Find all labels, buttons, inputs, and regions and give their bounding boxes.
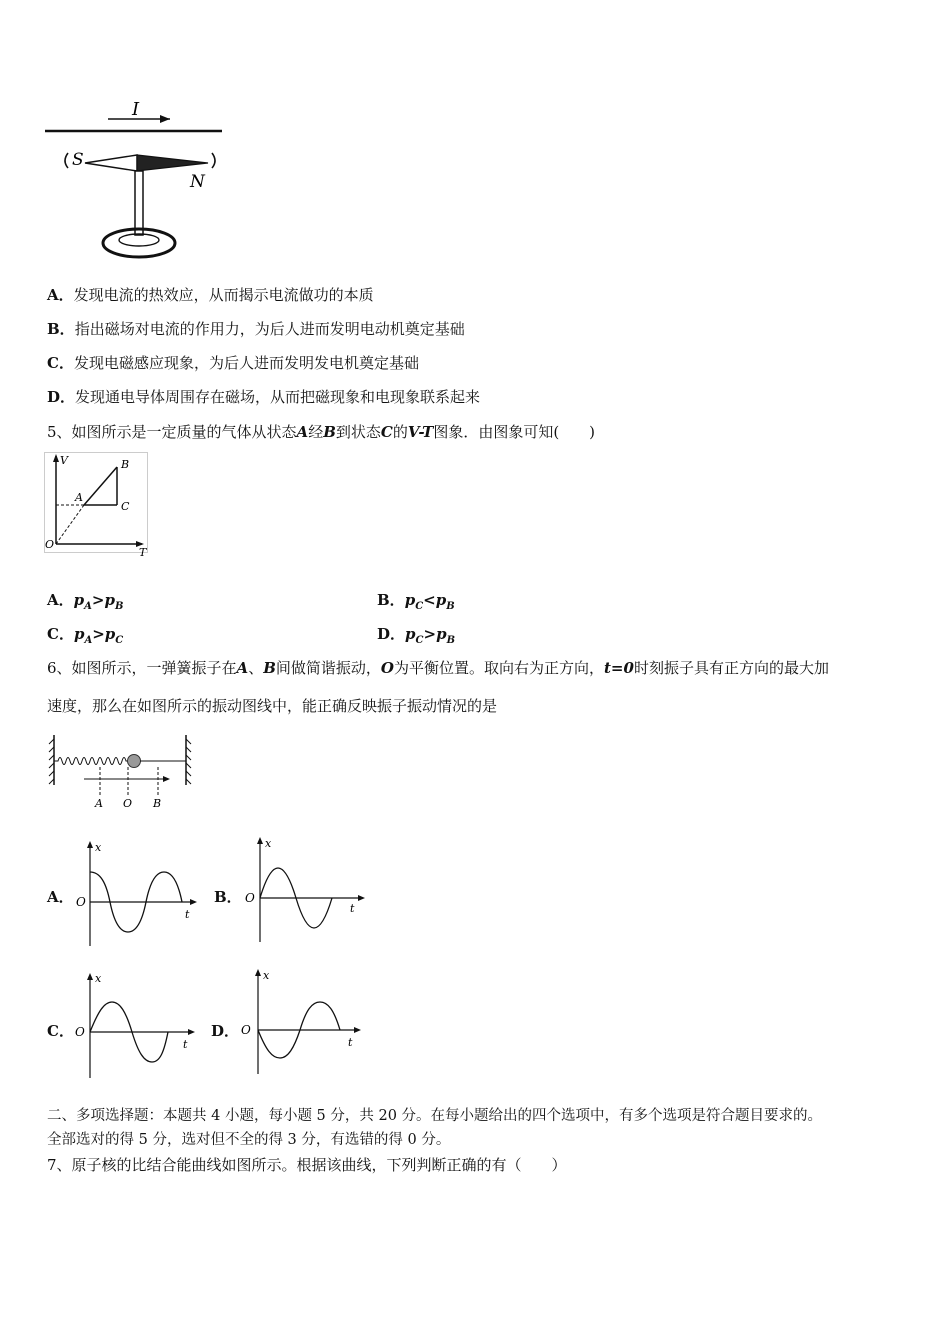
svg-text:x: x	[265, 837, 272, 850]
section2-line2: 全部选对的得 5 分，选对但不全的得 3 分，有选错的得 0 分。	[47, 1132, 451, 1148]
q5-option-b[interactable]: B．$p_C<p_B$	[377, 591, 455, 612]
spring-figure	[48, 733, 196, 811]
q6-stem-line2: 速度，那么在如图所示的振动图线中，能正确反映振子振动情况的是	[47, 697, 498, 715]
q5-option-d[interactable]: D．$p_C>p_B$	[377, 625, 456, 646]
svg-text:A: A	[75, 491, 83, 504]
current-label: I	[132, 99, 140, 120]
north-label: N	[190, 172, 205, 192]
q6-graph-d[interactable]	[238, 966, 368, 1078]
q5-option-c[interactable]: C．$p_A>p_C$	[47, 625, 124, 646]
q6-option-d-label[interactable]: D．	[211, 1022, 240, 1040]
q6-option-b-label[interactable]: B．	[214, 888, 242, 906]
q6-graph-a[interactable]	[72, 838, 202, 950]
svg-text:V: V	[60, 454, 68, 467]
q4-option-b[interactable]: B．指出磁场对电流的作用力，为后人进而发明电动机奠定基础	[47, 320, 465, 338]
q4-option-d[interactable]: D．发现通电导体周围存在磁场，从而把磁现象和电现象联系起来	[47, 388, 481, 406]
svg-text:O: O	[241, 1023, 251, 1037]
svg-text:B: B	[121, 458, 130, 471]
q6-option-c-label[interactable]: C．	[47, 1022, 74, 1040]
south-label: S	[72, 150, 84, 170]
svg-text:O: O	[123, 797, 133, 810]
svg-text:A: A	[95, 797, 103, 810]
q4-option-a[interactable]: A．发现电流的热效应，从而揭示电流做功的本质	[47, 286, 374, 304]
svg-text:O: O	[76, 895, 86, 909]
svg-text:x: x	[95, 972, 102, 985]
svg-text:O: O	[75, 1025, 85, 1039]
svg-text:T: T	[139, 546, 147, 559]
svg-text:O: O	[45, 538, 55, 551]
q6-graph-c[interactable]	[72, 970, 202, 1082]
svg-text:t: t	[350, 902, 355, 915]
vt-graph	[44, 452, 154, 560]
q6-stem-line1: 6、如图所示，一弹簧振子在A、B间做简谐振动，O为平衡位置。取向右为正方向，t=0时刻振子具有正方向的最大加	[47, 659, 829, 677]
svg-text:x: x	[95, 841, 102, 854]
svg-text:t: t	[183, 1038, 188, 1051]
section2-line1: 二、多项选择题：本题共 4 小题，每小题 5 分，共 20 分。在每小题给出的四个选项中，有多个选项是符合题目要求的。	[47, 1108, 823, 1124]
svg-text:C: C	[121, 500, 130, 513]
svg-text:t: t	[185, 908, 190, 921]
q7-stem: 7、原子核的比结合能曲线如图所示。根据该曲线，下列判断正确的有（ ）	[47, 1156, 567, 1174]
svg-text:O: O	[245, 891, 255, 905]
q6-graph-b[interactable]	[240, 834, 370, 946]
q6-option-a-label[interactable]: A．	[47, 888, 74, 906]
q5-option-a[interactable]: A．$p_A>p_B$	[47, 591, 124, 612]
svg-text:B: B	[153, 797, 162, 810]
svg-text:x: x	[263, 969, 270, 982]
q5-stem: 5、如图所示是一定质量的气体从状态A经B到状态C的V-T图象．由图象可知( )	[47, 423, 596, 441]
q4-option-c[interactable]: C．发现电磁感应现象，为后人进而发明发电机奠定基础	[47, 354, 419, 372]
compass-figure	[40, 95, 230, 270]
svg-text:t: t	[348, 1036, 353, 1049]
